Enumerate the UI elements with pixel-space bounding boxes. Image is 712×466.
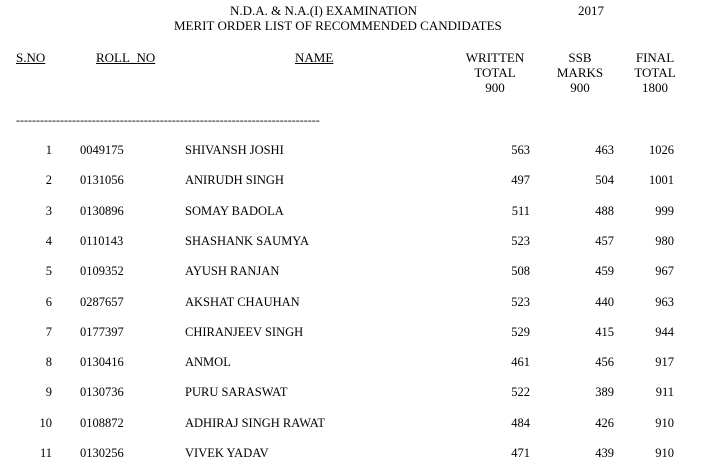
final-total: 980 — [655, 233, 674, 248]
header-written-total — [450, 50, 540, 95]
exam-title: N.D.A. & N.A.(I) EXAMINATION — [230, 3, 418, 18]
serial-number: 7 — [45, 324, 52, 339]
ssb-marks: 439 — [595, 446, 614, 460]
serial-number: 11 — [39, 446, 52, 460]
candidate-name: SOMAY BADOLA — [185, 203, 284, 218]
table-row — [0, 204, 712, 220]
header-ssb-line1: SSB — [568, 50, 592, 65]
written-total: 523 — [511, 233, 530, 248]
table-row — [0, 143, 712, 159]
header-final-line1: FINAL — [635, 50, 675, 65]
table-row — [0, 295, 712, 311]
serial-number: 5 — [45, 264, 52, 279]
roll-number: 0130256 — [80, 446, 124, 460]
candidate-name: CHIRANJEEV SINGH — [185, 324, 304, 339]
candidate-name: AYUSH RANJAN — [185, 264, 280, 279]
ssb-marks: 440 — [595, 294, 614, 309]
roll-number: 0109352 — [80, 264, 124, 279]
written-total: 522 — [511, 385, 530, 400]
final-total: 967 — [655, 264, 674, 279]
ssb-marks: 415 — [595, 324, 614, 339]
roll-number: 0049175 — [80, 143, 124, 157]
ssb-marks: 504 — [595, 173, 614, 188]
header-ssb-line2: MARKS — [556, 65, 604, 80]
header-final-line3: 1800 — [642, 80, 668, 95]
final-total: 1001 — [649, 173, 674, 188]
roll-number: 0108872 — [80, 415, 124, 430]
written-total: 529 — [511, 324, 530, 339]
table-row — [0, 173, 712, 189]
candidate-name: PURU SARASWAT — [185, 385, 288, 400]
header-written-line2: TOTAL — [474, 65, 516, 80]
header-name: NAME — [295, 50, 334, 65]
ssb-marks: 488 — [595, 203, 614, 218]
table-row — [0, 264, 712, 280]
candidate-name: ADHIRAJ SINGH RAWAT — [185, 415, 325, 430]
candidate-name: SHASHANK SAUMYA — [185, 233, 309, 248]
candidate-name: SHIVANSH JOSHI — [185, 143, 284, 157]
ssb-marks: 463 — [595, 143, 614, 157]
final-total: 911 — [655, 385, 674, 400]
header-roll-no: ROLL_NO — [96, 50, 156, 65]
serial-number: 6 — [45, 294, 52, 309]
candidate-name: ANMOL — [185, 355, 231, 370]
final-total: 944 — [655, 324, 674, 339]
ssb-marks: 426 — [595, 415, 614, 430]
separator-line: ---------------------------------------------------------------------------- — [16, 113, 320, 127]
written-total: 484 — [511, 415, 530, 430]
final-total: 910 — [655, 415, 674, 430]
table-row — [0, 416, 712, 432]
header-written-line3: 900 — [485, 80, 505, 95]
roll-number: 0131056 — [80, 173, 124, 188]
written-total: 497 — [511, 173, 530, 188]
table-row — [0, 355, 712, 371]
table-row — [0, 234, 712, 250]
serial-number: 1 — [45, 143, 52, 157]
ssb-marks: 459 — [595, 264, 614, 279]
final-total: 917 — [655, 355, 674, 370]
serial-number: 3 — [45, 203, 52, 218]
final-total: 963 — [655, 294, 674, 309]
serial-number: 10 — [39, 415, 52, 430]
header-ssb-marks — [545, 50, 615, 95]
header-written-line1: WRITTEN — [465, 50, 525, 65]
header-sno: S.NO — [16, 50, 46, 65]
roll-number: 0110143 — [80, 233, 124, 248]
serial-number: 8 — [45, 355, 52, 370]
written-total: 523 — [511, 294, 530, 309]
header-final-total — [620, 50, 690, 95]
roll-number: 0130896 — [80, 203, 124, 218]
written-total: 461 — [511, 355, 530, 370]
serial-number: 9 — [45, 385, 52, 400]
ssb-marks: 457 — [595, 233, 614, 248]
table-row — [0, 446, 712, 462]
candidate-name: AKSHAT CHAUHAN — [185, 294, 300, 309]
written-total: 471 — [511, 446, 530, 460]
exam-year: 2017 — [578, 3, 604, 18]
written-total: 511 — [511, 203, 530, 218]
final-total: 1026 — [649, 143, 674, 157]
final-total: 910 — [655, 446, 674, 460]
header-ssb-line3: 900 — [570, 80, 590, 95]
ssb-marks: 389 — [595, 385, 614, 400]
serial-number: 4 — [45, 233, 52, 248]
header-final-line2: TOTAL — [634, 65, 676, 80]
serial-number: 2 — [45, 173, 52, 188]
ssb-marks: 456 — [595, 355, 614, 370]
written-total: 563 — [511, 143, 530, 157]
candidate-name: VIVEK YADAV — [185, 446, 269, 460]
list-title: MERIT ORDER LIST OF RECOMMENDED CANDIDATES — [174, 18, 502, 33]
table-row — [0, 325, 712, 341]
table-row — [0, 385, 712, 401]
roll-number: 0177397 — [80, 324, 124, 339]
final-total: 999 — [655, 203, 674, 218]
roll-number: 0130416 — [80, 355, 124, 370]
candidate-name: ANIRUDH SINGH — [185, 173, 284, 188]
roll-number: 0130736 — [80, 385, 124, 400]
roll-number: 0287657 — [80, 294, 124, 309]
written-total: 508 — [511, 264, 530, 279]
